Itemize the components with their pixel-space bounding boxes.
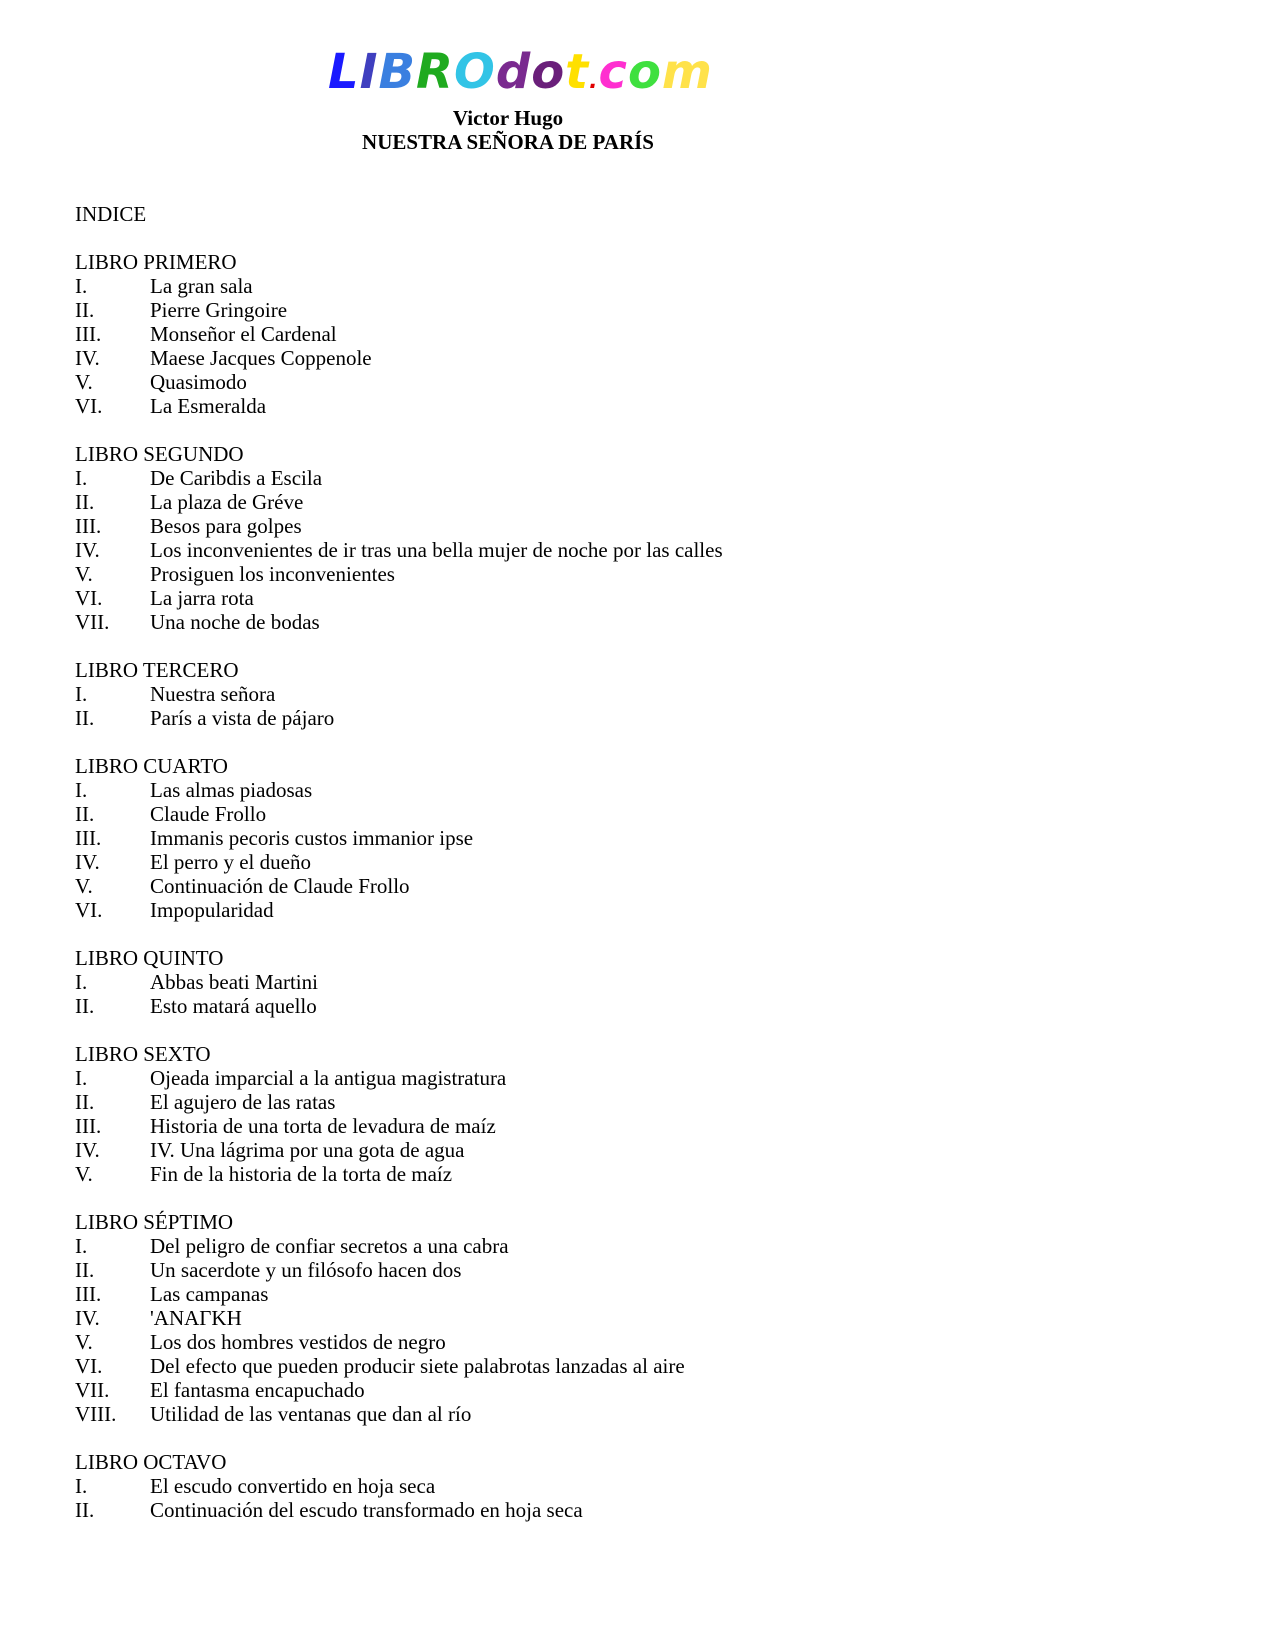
- chapter-number: V.: [75, 1162, 93, 1186]
- chapter-entry: [75, 1402, 723, 1426]
- chapter-title: Monseñor el Cardenal: [150, 322, 337, 346]
- chapter-entry: [75, 322, 723, 346]
- book-section-title: LIBRO SEGUNDO: [75, 442, 244, 466]
- chapter-entry: [75, 1378, 723, 1402]
- book-section: [75, 1042, 723, 1186]
- chapter-title: La plaza de Gréve: [150, 490, 304, 514]
- chapter-entry: [75, 394, 723, 418]
- chapter-entry: [75, 778, 723, 802]
- chapter-number: VI.: [75, 394, 103, 418]
- chapter-entry: [75, 370, 723, 394]
- chapter-number: V.: [75, 562, 93, 586]
- chapter-number: V.: [75, 370, 93, 394]
- chapter-title: 'ANAΓKH: [150, 1306, 242, 1330]
- chapter-number: II.: [75, 1090, 95, 1114]
- book-section-title: LIBRO SÉPTIMO: [75, 1210, 234, 1234]
- chapter-number: I.: [75, 1474, 88, 1498]
- chapter-entry: [75, 1066, 723, 1090]
- chapter-entry: [75, 1474, 723, 1498]
- chapter-number: III.: [75, 826, 102, 850]
- chapter-title: De Caribdis a Escila: [150, 466, 323, 490]
- books-list: [75, 250, 723, 1522]
- book-section-title: LIBRO OCTAVO: [75, 1450, 227, 1474]
- chapter-title: Continuación de Claude Frollo: [150, 874, 410, 898]
- chapter-number: VI.: [75, 898, 103, 922]
- logo-letter: .: [589, 69, 599, 94]
- chapter-title: Del efecto que pueden producir siete palabrotas lanzadas al aire: [150, 1354, 685, 1378]
- book-section-title: LIBRO CUARTO: [75, 754, 228, 778]
- chapter-number: VIII.: [75, 1402, 117, 1426]
- chapter-title: Impopularidad: [150, 898, 274, 922]
- chapter-number: VI.: [75, 586, 103, 610]
- chapter-title: Continuación del escudo transformado en hoja seca: [150, 1498, 583, 1522]
- chapter-number: I.: [75, 970, 88, 994]
- chapter-number: I.: [75, 778, 88, 802]
- chapter-title: Esto matará aquello: [150, 994, 317, 1018]
- librodot-logo: [328, 42, 713, 112]
- chapter-number: II.: [75, 706, 95, 730]
- logo-letter: O: [454, 44, 496, 100]
- chapter-number: I.: [75, 466, 88, 490]
- chapter-title: Los dos hombres vestidos de negro: [150, 1330, 446, 1354]
- chapter-number: VII.: [75, 1378, 110, 1402]
- chapter-title: Nuestra señora: [150, 682, 276, 706]
- table-of-contents: [75, 202, 723, 1522]
- chapter-title: Historia de una torta de levadura de maíz: [150, 1114, 496, 1138]
- chapter-number: IV.: [75, 1138, 100, 1162]
- chapter-entry: [75, 346, 723, 370]
- book-section: [75, 250, 723, 418]
- book-section-title: LIBRO SEXTO: [75, 1042, 211, 1066]
- chapter-entry: [75, 874, 723, 898]
- chapter-number: III.: [75, 1114, 102, 1138]
- chapter-title: Las almas piadosas: [150, 778, 313, 802]
- chapter-number: I.: [75, 682, 88, 706]
- chapter-title: Ojeada imparcial a la antigua magistratura: [150, 1066, 507, 1090]
- chapter-entry: [75, 1354, 723, 1378]
- chapter-number: III.: [75, 1282, 102, 1306]
- book-title: NUESTRA SEÑORA DE PARÍS: [362, 130, 654, 154]
- logo-letter: m: [661, 44, 713, 100]
- book-section: [75, 658, 723, 730]
- chapter-title: Immanis pecoris custos immanior ipse: [150, 826, 474, 850]
- chapter-entry: [75, 1306, 723, 1330]
- chapter-entry: [75, 706, 723, 730]
- chapter-entry: [75, 586, 723, 610]
- chapter-number: IV.: [75, 1306, 100, 1330]
- logo-letter: o: [627, 44, 662, 100]
- chapter-entry: [75, 1090, 723, 1114]
- chapter-entry: [75, 562, 723, 586]
- chapter-entry: [75, 826, 723, 850]
- book-section-title: LIBRO PRIMERO: [75, 250, 237, 274]
- chapter-number: I.: [75, 274, 88, 298]
- chapter-number: IV.: [75, 346, 100, 370]
- chapter-entry: [75, 274, 723, 298]
- logo-letter: R: [416, 44, 455, 100]
- chapter-number: V.: [75, 874, 93, 898]
- chapter-number: III.: [75, 322, 102, 346]
- chapter-title: Un sacerdote y un filósofo hacen dos: [150, 1258, 462, 1282]
- book-section: [75, 442, 723, 634]
- chapter-title: Claude Frollo: [150, 802, 267, 826]
- chapter-title: La jarra rota: [150, 586, 254, 610]
- chapter-title: Maese Jacques Coppenole: [150, 346, 372, 370]
- book-section: [75, 754, 723, 922]
- chapter-title: El perro y el dueño: [150, 850, 311, 874]
- chapter-number: II.: [75, 994, 95, 1018]
- chapter-entry: [75, 1498, 723, 1522]
- book-section: [75, 1210, 723, 1426]
- chapter-entry: [75, 1258, 723, 1282]
- chapter-title: El escudo convertido en hoja seca: [150, 1474, 436, 1498]
- chapter-title: La Esmeralda: [150, 394, 267, 418]
- chapter-title: Utilidad de las ventanas que dan al río: [150, 1402, 472, 1426]
- logo-letter: L: [328, 44, 360, 100]
- chapter-entry: [75, 1114, 723, 1138]
- book-section: [75, 946, 723, 1018]
- chapter-entry: [75, 1282, 723, 1306]
- chapter-entry: [75, 898, 723, 922]
- chapter-title: Las campanas: [150, 1282, 269, 1306]
- chapter-number: IV.: [75, 538, 100, 562]
- chapter-number: VI.: [75, 1354, 103, 1378]
- chapter-title: El agujero de las ratas: [150, 1090, 336, 1114]
- book-section: [75, 1450, 723, 1522]
- chapter-entry: [75, 1162, 723, 1186]
- chapter-entry: [75, 850, 723, 874]
- chapter-title: Besos para golpes: [150, 514, 302, 538]
- author-name: Victor Hugo: [452, 106, 564, 130]
- chapter-title: Pierre Gringoire: [150, 298, 288, 322]
- chapter-title: Quasimodo: [150, 370, 247, 394]
- chapter-title: Abbas beati Martini: [150, 970, 318, 994]
- chapter-entry: [75, 970, 723, 994]
- chapter-title: Del peligro de confiar secretos a una cabra: [150, 1234, 509, 1258]
- chapter-entry: [75, 298, 723, 322]
- chapter-entry: [75, 1138, 723, 1162]
- chapter-number: II.: [75, 1258, 95, 1282]
- chapter-title: El fantasma encapuchado: [150, 1378, 365, 1402]
- chapter-entry: [75, 682, 723, 706]
- logo-letter: I: [359, 44, 379, 100]
- chapter-number: I.: [75, 1234, 88, 1258]
- book-section-title: LIBRO QUINTO: [75, 946, 224, 970]
- chapter-entry: [75, 514, 723, 538]
- chapter-number: VII.: [75, 610, 110, 634]
- chapter-number: V.: [75, 1330, 93, 1354]
- chapter-title: París a vista de pájaro: [150, 706, 335, 730]
- chapter-entry: [75, 1330, 723, 1354]
- chapter-number: III.: [75, 514, 102, 538]
- chapter-title: IV. Una lágrima por una gota de agua: [150, 1138, 465, 1162]
- book-section-title: LIBRO TERCERO: [75, 658, 239, 682]
- chapter-number: IV.: [75, 850, 100, 874]
- chapter-entry: [75, 1234, 723, 1258]
- chapter-number: II.: [75, 802, 95, 826]
- chapter-entry: [75, 538, 723, 562]
- chapter-entry: [75, 802, 723, 826]
- chapter-entry: [75, 994, 723, 1018]
- chapter-number: II.: [75, 1498, 95, 1522]
- logo-letter: o: [531, 44, 566, 100]
- logo-letter: d: [495, 44, 532, 100]
- chapter-title: La gran sala: [150, 274, 253, 298]
- chapter-entry: [75, 466, 723, 490]
- chapter-number: II.: [75, 490, 95, 514]
- chapter-entry: [75, 490, 723, 514]
- chapter-title: Fin de la historia de la torta de maíz: [150, 1162, 453, 1186]
- chapter-number: I.: [75, 1066, 88, 1090]
- chapter-number: II.: [75, 298, 95, 322]
- chapter-entry: [75, 610, 723, 634]
- logo-letter: c: [598, 44, 628, 100]
- chapter-title: Prosiguen los inconvenientes: [150, 562, 395, 586]
- index-heading: INDICE: [75, 202, 147, 226]
- logo-letter: t: [565, 44, 590, 100]
- chapter-title: Una noche de bodas: [150, 610, 320, 634]
- chapter-title: Los inconvenientes de ir tras una bella mujer de noche por las calles: [150, 538, 723, 562]
- logo-letter: B: [378, 44, 417, 100]
